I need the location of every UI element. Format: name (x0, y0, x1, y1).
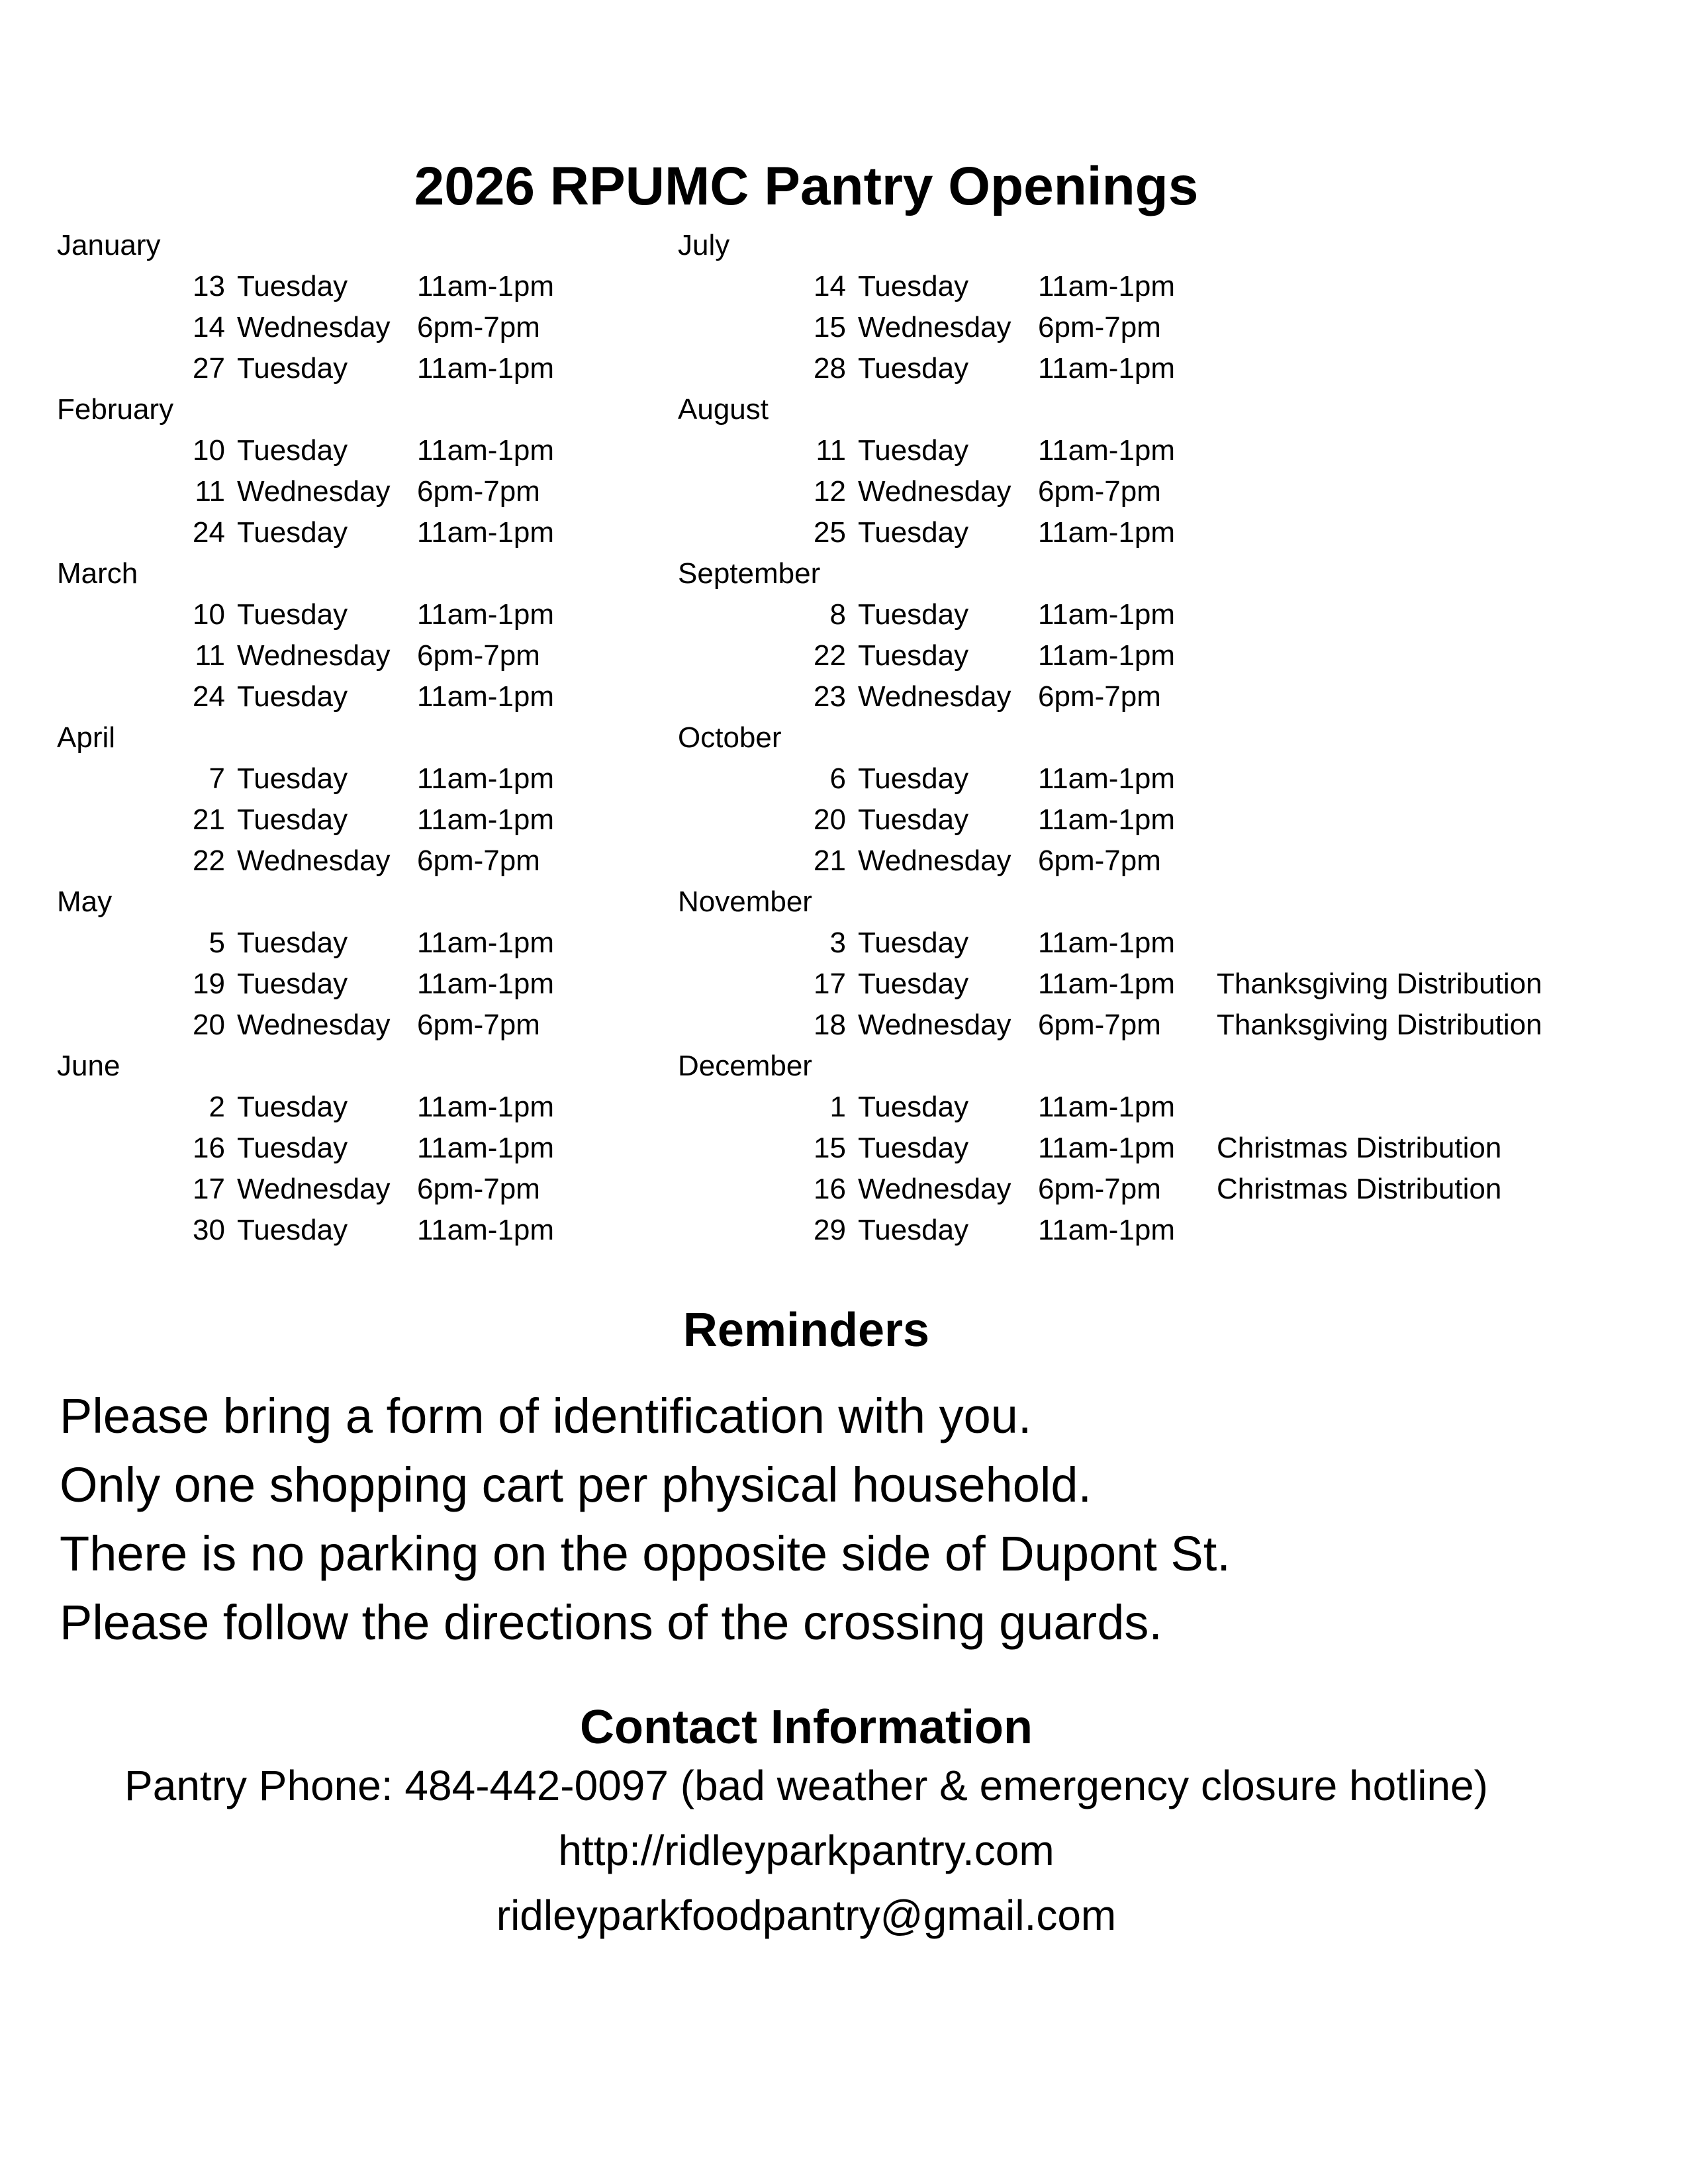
month-label: September (678, 557, 821, 590)
day-number: 11 (195, 639, 225, 672)
weekday: Tuesday (237, 352, 348, 385)
weekday: Wednesday (237, 1009, 391, 1041)
weekday: Tuesday (237, 1214, 348, 1246)
time-range: 6pm-7pm (1038, 475, 1161, 508)
day-number: 11 (195, 475, 225, 508)
time-range: 11am-1pm (1038, 639, 1176, 672)
reminder-item: There is no parking on the opposite side of Dupont St. (60, 1526, 1231, 1581)
day-number: 27 (193, 352, 225, 385)
time-range: 11am-1pm (1038, 516, 1176, 549)
time-range: 11am-1pm (417, 927, 555, 959)
day-number: 22 (814, 639, 846, 672)
month-label: May (57, 886, 113, 918)
weekday: Tuesday (858, 516, 969, 549)
day-number: 19 (193, 968, 225, 1000)
time-range: 11am-1pm (417, 434, 555, 467)
schedule-row (57, 1005, 540, 1046)
day-number: 8 (829, 598, 846, 631)
weekday: Wednesday (237, 1173, 391, 1205)
schedule-row (678, 266, 1176, 307)
day-number: 5 (209, 927, 225, 959)
day-number: 17 (193, 1173, 225, 1205)
time-range: 6pm-7pm (1038, 844, 1161, 877)
time-range: 6pm-7pm (1038, 1173, 1161, 1205)
day-number: 18 (814, 1009, 846, 1041)
weekday: Wednesday (858, 311, 1011, 343)
day-number: 2 (209, 1091, 225, 1123)
time-range: 11am-1pm (1038, 270, 1176, 302)
time-range: 11am-1pm (417, 680, 555, 713)
time-range: 11am-1pm (417, 1132, 555, 1164)
month-label: February (57, 393, 174, 426)
time-range: 11am-1pm (1038, 352, 1176, 385)
schedule-row (678, 512, 1176, 553)
time-range: 11am-1pm (1038, 598, 1176, 631)
distribution-note: Christmas Distribution (1217, 1173, 1502, 1205)
weekday: Tuesday (237, 270, 348, 302)
schedule-row (57, 923, 555, 964)
weekday: Tuesday (858, 639, 969, 672)
month-label: October (678, 721, 782, 754)
day-number: 20 (814, 803, 846, 836)
schedule-row (57, 1210, 555, 1251)
weekday: Wednesday (237, 475, 391, 508)
day-number: 13 (193, 270, 225, 302)
weekday: Tuesday (237, 1091, 348, 1123)
time-range: 6pm-7pm (417, 311, 540, 343)
distribution-note: Thanksgiving Distribution (1217, 1009, 1542, 1041)
schedule-row (57, 1169, 540, 1210)
day-number: 11 (816, 434, 846, 467)
day-number: 6 (829, 762, 846, 795)
weekday: Tuesday (237, 968, 348, 1000)
month-label: March (57, 557, 138, 590)
time-range: 11am-1pm (417, 968, 555, 1000)
weekday: Tuesday (858, 1091, 969, 1123)
weekday: Tuesday (858, 352, 969, 385)
time-range: 11am-1pm (1038, 1091, 1176, 1123)
day-number: 24 (193, 516, 225, 549)
schedule-row (57, 841, 540, 882)
schedule-row (678, 1087, 1176, 1128)
day-number: 29 (814, 1214, 846, 1246)
reminder-item: Please follow the directions of the crossing guards. (60, 1595, 1162, 1650)
weekday: Wednesday (237, 844, 391, 877)
day-number: 20 (193, 1009, 225, 1041)
month-label: January (57, 229, 161, 261)
time-range: 6pm-7pm (1038, 311, 1161, 343)
reminders-heading: Reminders (682, 1304, 930, 1357)
month-label: April (57, 721, 116, 754)
day-number: 21 (193, 803, 225, 836)
time-range: 11am-1pm (1038, 1132, 1176, 1164)
weekday: Tuesday (237, 762, 348, 795)
schedule-row (57, 758, 555, 799)
day-number: 22 (193, 844, 225, 877)
weekday: Tuesday (237, 680, 348, 713)
time-range: 11am-1pm (417, 352, 555, 385)
month-label: July (678, 229, 730, 261)
time-range: 11am-1pm (417, 270, 555, 302)
schedule-column-jul-dec (678, 225, 1542, 1251)
time-range: 11am-1pm (1038, 434, 1176, 467)
time-range: 11am-1pm (417, 1214, 555, 1246)
weekday: Wednesday (858, 475, 1011, 508)
weekday: Tuesday (237, 803, 348, 836)
time-range: 6pm-7pm (417, 844, 540, 877)
schedule-row (57, 635, 540, 676)
schedule-row (57, 430, 555, 471)
schedule-row (57, 799, 555, 841)
day-number: 30 (193, 1214, 225, 1246)
weekday: Tuesday (858, 968, 969, 1000)
schedule-row (678, 430, 1176, 471)
month-label: June (57, 1050, 120, 1082)
schedule-row (57, 964, 555, 1005)
time-range: 11am-1pm (417, 762, 555, 795)
month-label: November (678, 886, 812, 918)
schedule-row (57, 307, 540, 348)
day-number: 7 (209, 762, 225, 795)
weekday: Wednesday (858, 1009, 1011, 1041)
weekday: Tuesday (858, 762, 969, 795)
weekday: Tuesday (858, 1214, 969, 1246)
weekday: Tuesday (237, 434, 348, 467)
time-range: 11am-1pm (417, 598, 555, 631)
day-number: 24 (193, 680, 225, 713)
schedule-row (678, 676, 1161, 717)
time-range: 6pm-7pm (417, 1009, 540, 1041)
distribution-note: Thanksgiving Distribution (1217, 968, 1542, 1000)
time-range: 6pm-7pm (417, 475, 540, 508)
weekday: Tuesday (858, 803, 969, 836)
weekday: Tuesday (237, 598, 348, 631)
day-number: 15 (814, 1132, 846, 1164)
month-label: August (678, 393, 769, 426)
schedule-row (678, 348, 1176, 389)
schedule-row (57, 1087, 555, 1128)
schedule-column-jan-jun (57, 225, 555, 1251)
contact-email: ridleyparkfoodpantry@gmail.com (496, 1891, 1117, 1939)
time-range: 6pm-7pm (1038, 680, 1161, 713)
schedule-row (678, 635, 1176, 676)
day-number: 10 (193, 598, 225, 631)
schedule-row (678, 758, 1176, 799)
schedule-row (678, 841, 1161, 882)
weekday: Tuesday (237, 927, 348, 959)
schedule-row (57, 1128, 555, 1169)
schedule-row (57, 348, 555, 389)
weekday: Tuesday (858, 598, 969, 631)
time-range: 11am-1pm (417, 516, 555, 549)
day-number: 12 (814, 475, 846, 508)
schedule-row (678, 1210, 1176, 1251)
time-range: 11am-1pm (417, 803, 555, 836)
schedule-row (678, 1005, 1542, 1046)
schedule-row (57, 266, 555, 307)
day-number: 17 (814, 968, 846, 1000)
day-number: 14 (814, 270, 846, 302)
contact-phone: Pantry Phone: 484-442-0097 (bad weather & emergency closure hotline) (124, 1762, 1488, 1809)
day-number: 1 (829, 1091, 846, 1123)
contact-website: http://ridleyparkpantry.com (558, 1827, 1055, 1874)
day-number: 23 (814, 680, 846, 713)
schedule-row (678, 799, 1176, 841)
schedule-row (678, 471, 1161, 512)
weekday: Wednesday (237, 311, 391, 343)
distribution-note: Christmas Distribution (1217, 1132, 1502, 1164)
schedule-row (678, 964, 1542, 1005)
time-range: 11am-1pm (1038, 927, 1176, 959)
time-range: 11am-1pm (1038, 968, 1176, 1000)
time-range: 6pm-7pm (417, 639, 540, 672)
day-number: 28 (814, 352, 846, 385)
time-range: 11am-1pm (1038, 1214, 1176, 1246)
schedule-row (678, 594, 1176, 635)
month-label: December (678, 1050, 812, 1082)
weekday: Wednesday (858, 1173, 1011, 1205)
weekday: Tuesday (858, 434, 969, 467)
time-range: 6pm-7pm (417, 1173, 540, 1205)
time-range: 11am-1pm (1038, 762, 1176, 795)
schedule-row (678, 923, 1176, 964)
contact-heading: Contact Information (580, 1701, 1033, 1754)
schedule-row (678, 1128, 1502, 1169)
time-range: 6pm-7pm (1038, 1009, 1161, 1041)
day-number: 10 (193, 434, 225, 467)
time-range: 11am-1pm (1038, 803, 1176, 836)
day-number: 14 (193, 311, 225, 343)
weekday: Wednesday (858, 844, 1011, 877)
weekday: Tuesday (237, 1132, 348, 1164)
time-range: 11am-1pm (417, 1091, 555, 1123)
day-number: 16 (193, 1132, 225, 1164)
day-number: 16 (814, 1173, 846, 1205)
page-title: 2026 RPUMC Pantry Openings (414, 156, 1199, 216)
reminders-list (60, 1382, 1231, 1657)
reminder-item: Please bring a form of identification with you. (60, 1388, 1032, 1443)
schedule-row (57, 594, 555, 635)
schedule-row (57, 676, 555, 717)
day-number: 3 (829, 927, 846, 959)
day-number: 15 (814, 311, 846, 343)
day-number: 25 (814, 516, 846, 549)
weekday: Wednesday (858, 680, 1011, 713)
schedule-row (57, 512, 555, 553)
weekday: Tuesday (858, 1132, 969, 1164)
schedule-row (678, 307, 1161, 348)
weekday: Tuesday (237, 516, 348, 549)
schedule-row (678, 1169, 1502, 1210)
reminder-item: Only one shopping cart per physical household. (60, 1457, 1092, 1512)
weekday: Tuesday (858, 270, 969, 302)
weekday: Wednesday (237, 639, 391, 672)
weekday: Tuesday (858, 927, 969, 959)
schedule-row (57, 471, 540, 512)
day-number: 21 (814, 844, 846, 877)
